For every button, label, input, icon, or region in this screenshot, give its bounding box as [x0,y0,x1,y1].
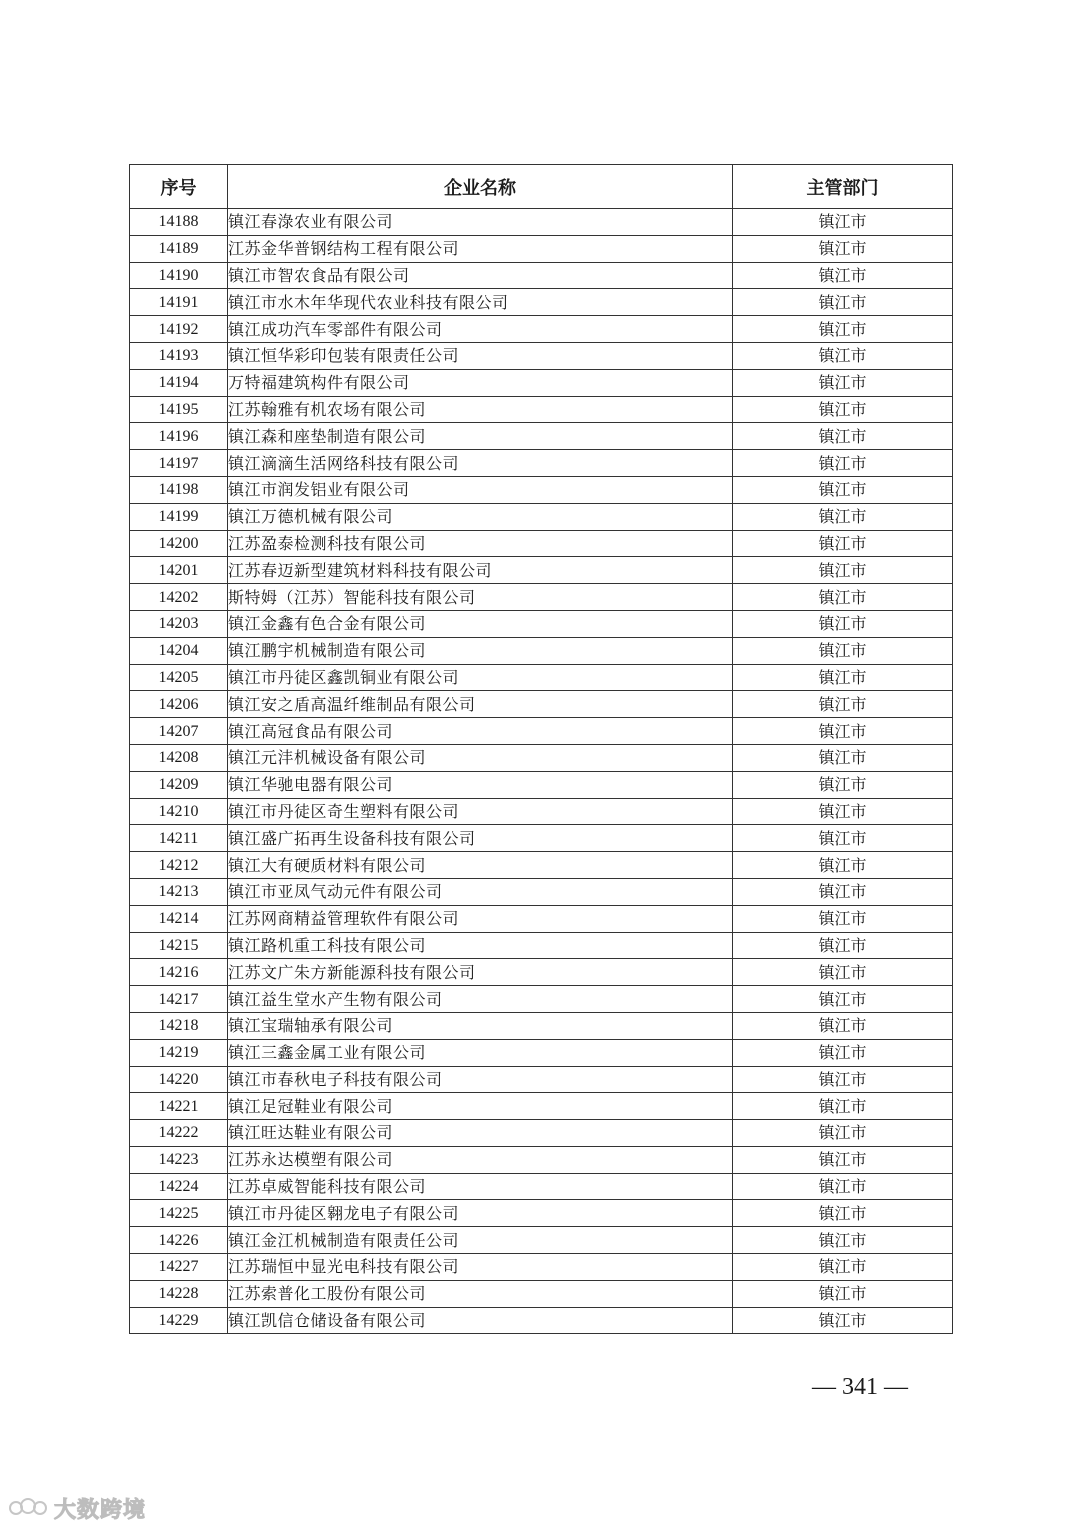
table-row [130,1173,953,1200]
cell-company-name: 镇江市丹徒区奇生塑料有限公司 [228,798,733,825]
cell-company-name: 镇江安之盾高温纤维制品有限公司 [228,691,733,718]
cell-company-name: 镇江成功汽车零部件有限公司 [228,316,733,343]
cell-seq: 14195 [130,396,228,423]
table-row [130,369,953,396]
cell-seq: 14190 [130,262,228,289]
table-row [130,664,953,691]
cell-seq: 14210 [130,798,228,825]
cell-department: 镇江市 [733,932,953,959]
cell-department: 镇江市 [733,1093,953,1120]
table-header-row [130,165,953,209]
cell-seq: 14222 [130,1120,228,1147]
table-row [130,1093,953,1120]
cell-seq: 14188 [130,209,228,236]
cell-department: 镇江市 [733,798,953,825]
cell-company-name: 镇江恒华彩印包装有限责任公司 [228,342,733,369]
cell-company-name: 江苏索普化工股份有限公司 [228,1280,733,1307]
table-row [130,342,953,369]
cell-seq: 14201 [130,557,228,584]
table-row [130,637,953,664]
table-row [130,852,953,879]
table-row [130,610,953,637]
cell-seq: 14215 [130,932,228,959]
cell-seq: 14214 [130,905,228,932]
cell-seq: 14189 [130,235,228,262]
cell-seq: 14208 [130,744,228,771]
cell-company-name: 镇江益生堂水产生物有限公司 [228,986,733,1013]
cell-seq: 14224 [130,1173,228,1200]
table-row [130,1012,953,1039]
cell-department: 镇江市 [733,476,953,503]
table-row [130,744,953,771]
cell-seq: 14228 [130,1280,228,1307]
table-row [130,825,953,852]
table-row [130,557,953,584]
table-row [130,986,953,1013]
enterprise-table [129,164,953,1334]
table-body [130,209,953,1334]
cell-seq: 14226 [130,1227,228,1254]
table-row [130,209,953,236]
table-row [130,718,953,745]
cell-department: 镇江市 [733,637,953,664]
cell-seq: 14192 [130,316,228,343]
cell-seq: 14211 [130,825,228,852]
table-row [130,423,953,450]
table-row [130,262,953,289]
table-row [130,503,953,530]
table-row [130,1307,953,1334]
cell-department: 镇江市 [733,771,953,798]
cell-seq: 14219 [130,1039,228,1066]
cell-seq: 14207 [130,718,228,745]
cell-seq: 14200 [130,530,228,557]
cell-seq: 14191 [130,289,228,316]
cell-seq: 14194 [130,369,228,396]
cell-company-name: 镇江高冠食品有限公司 [228,718,733,745]
table-row [130,584,953,611]
table-row [130,1200,953,1227]
cell-department: 镇江市 [733,369,953,396]
table-row [130,878,953,905]
cell-seq: 14206 [130,691,228,718]
watermark-logo-icon [8,1494,48,1522]
table-row [130,959,953,986]
cell-department: 镇江市 [733,1012,953,1039]
cell-department: 镇江市 [733,584,953,611]
cell-company-name: 镇江滴滴生活网络科技有限公司 [228,450,733,477]
cell-department: 镇江市 [733,986,953,1013]
cell-department: 镇江市 [733,1280,953,1307]
cell-company-name: 镇江春淥农业有限公司 [228,209,733,236]
cell-company-name: 镇江三鑫金属工业有限公司 [228,1039,733,1066]
cell-company-name: 镇江旺达鞋业有限公司 [228,1120,733,1147]
cell-department: 镇江市 [733,1227,953,1254]
cell-seq: 14220 [130,1066,228,1093]
header-dept: 主管部门 [733,165,953,209]
cell-company-name: 斯特姆（江苏）智能科技有限公司 [228,584,733,611]
cell-department: 镇江市 [733,905,953,932]
cell-department: 镇江市 [733,878,953,905]
table-row [130,798,953,825]
cell-department: 镇江市 [733,342,953,369]
cell-seq: 14199 [130,503,228,530]
cell-seq: 14225 [130,1200,228,1227]
cell-company-name: 江苏金华普钢结构工程有限公司 [228,235,733,262]
cell-department: 镇江市 [733,610,953,637]
cell-seq: 14218 [130,1012,228,1039]
cell-seq: 14216 [130,959,228,986]
cell-company-name: 镇江足冠鞋业有限公司 [228,1093,733,1120]
cell-seq: 14212 [130,852,228,879]
cell-company-name: 江苏春迈新型建筑材料科技有限公司 [228,557,733,584]
table-row [130,235,953,262]
cell-company-name: 镇江宝瑞轴承有限公司 [228,1012,733,1039]
cell-company-name: 镇江市春秋电子科技有限公司 [228,1066,733,1093]
table-row [130,1039,953,1066]
cell-department: 镇江市 [733,852,953,879]
table-row [130,1146,953,1173]
cell-department: 镇江市 [733,825,953,852]
cell-department: 镇江市 [733,1307,953,1334]
watermark [8,1490,146,1526]
table-row [130,530,953,557]
cell-department: 镇江市 [733,262,953,289]
table-row [130,1254,953,1281]
cell-company-name: 镇江市水木年华现代农业科技有限公司 [228,289,733,316]
cell-department: 镇江市 [733,530,953,557]
header-seq: 序号 [130,165,228,209]
cell-company-name: 镇江金鑫有色合金有限公司 [228,610,733,637]
cell-department: 镇江市 [733,423,953,450]
cell-department: 镇江市 [733,289,953,316]
table-row [130,450,953,477]
cell-company-name: 万特福建筑构件有限公司 [228,369,733,396]
cell-seq: 14202 [130,584,228,611]
cell-company-name: 镇江市润发铝业有限公司 [228,476,733,503]
table-row [130,905,953,932]
cell-company-name: 镇江万德机械有限公司 [228,503,733,530]
table-row [130,289,953,316]
cell-department: 镇江市 [733,503,953,530]
cell-seq: 14198 [130,476,228,503]
cell-company-name: 镇江元沣机械设备有限公司 [228,744,733,771]
table-row [130,932,953,959]
cell-seq: 14213 [130,878,228,905]
cell-company-name: 镇江盛广拓再生设备科技有限公司 [228,825,733,852]
cell-seq: 14196 [130,423,228,450]
cell-company-name: 江苏文广朱方新能源科技有限公司 [228,959,733,986]
table-row [130,316,953,343]
cell-department: 镇江市 [733,1146,953,1173]
cell-department: 镇江市 [733,316,953,343]
cell-company-name: 镇江市丹徒区翱龙电子有限公司 [228,1200,733,1227]
cell-seq: 14229 [130,1307,228,1334]
cell-seq: 14221 [130,1093,228,1120]
cell-company-name: 镇江市亚凤气动元件有限公司 [228,878,733,905]
cell-department: 镇江市 [733,209,953,236]
cell-department: 镇江市 [733,1254,953,1281]
cell-seq: 14204 [130,637,228,664]
cell-company-name: 江苏翰雅有机农场有限公司 [228,396,733,423]
cell-seq: 14193 [130,342,228,369]
cell-company-name: 镇江市丹徒区鑫凯铜业有限公司 [228,664,733,691]
cell-department: 镇江市 [733,450,953,477]
cell-company-name: 镇江路机重工科技有限公司 [228,932,733,959]
cell-department: 镇江市 [733,235,953,262]
table-row [130,771,953,798]
table-row [130,1280,953,1307]
cell-company-name: 江苏盈泰检测科技有限公司 [228,530,733,557]
cell-department: 镇江市 [733,744,953,771]
cell-department: 镇江市 [733,718,953,745]
cell-company-name: 镇江凯信仓储设备有限公司 [228,1307,733,1334]
cell-company-name: 镇江金江机械制造有限责任公司 [228,1227,733,1254]
cell-company-name: 镇江大有硬质材料有限公司 [228,852,733,879]
table-row [130,1227,953,1254]
cell-department: 镇江市 [733,664,953,691]
cell-seq: 14227 [130,1254,228,1281]
cell-company-name: 镇江华驰电器有限公司 [228,771,733,798]
cell-company-name: 江苏网商精益管理软件有限公司 [228,905,733,932]
table-row [130,476,953,503]
cell-department: 镇江市 [733,1173,953,1200]
cell-department: 镇江市 [733,1120,953,1147]
cell-department: 镇江市 [733,396,953,423]
cell-seq: 14205 [130,664,228,691]
table-row [130,396,953,423]
table-row [130,1120,953,1147]
cell-company-name: 江苏永达模塑有限公司 [228,1146,733,1173]
cell-company-name: 镇江市智农食品有限公司 [228,262,733,289]
cell-department: 镇江市 [733,1200,953,1227]
cell-department: 镇江市 [733,557,953,584]
cell-company-name: 镇江森和座垫制造有限公司 [228,423,733,450]
cell-company-name: 江苏瑞恒中显光电科技有限公司 [228,1254,733,1281]
watermark-text: 大数跨境 [54,1497,147,1523]
cell-department: 镇江市 [733,691,953,718]
cell-seq: 14197 [130,450,228,477]
cell-seq: 14203 [130,610,228,637]
header-name: 企业名称 [228,165,733,209]
page-number: — 341 — [812,1374,908,1400]
cell-department: 镇江市 [733,959,953,986]
cell-seq: 14223 [130,1146,228,1173]
cell-department: 镇江市 [733,1066,953,1093]
cell-seq: 14209 [130,771,228,798]
cell-company-name: 江苏卓威智能科技有限公司 [228,1173,733,1200]
cell-company-name: 镇江鹏宇机械制造有限公司 [228,637,733,664]
table-row [130,691,953,718]
table-row [130,1066,953,1093]
cell-department: 镇江市 [733,1039,953,1066]
cell-seq: 14217 [130,986,228,1013]
